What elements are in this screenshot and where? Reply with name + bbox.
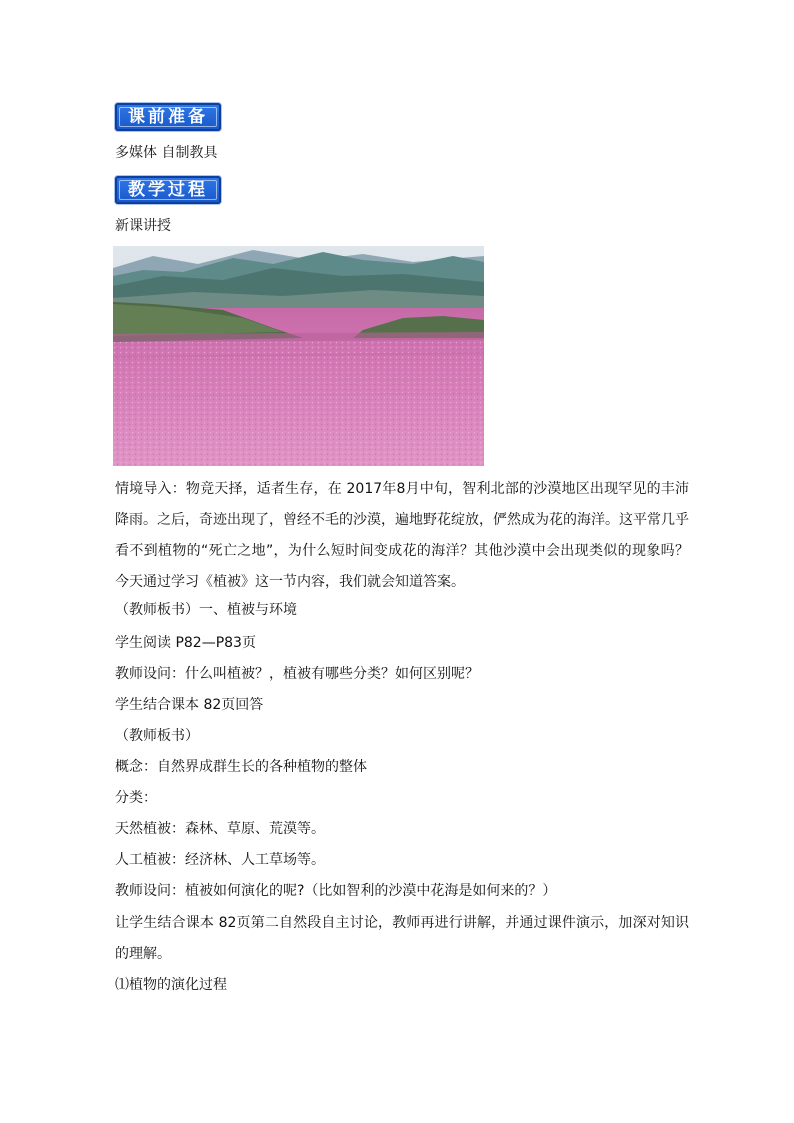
text-line: 天然植被：森林、草原、荒漠等。 — [115, 821, 325, 837]
section-badge-process — [115, 176, 221, 204]
new-lesson-heading: 新课讲授 — [115, 218, 171, 234]
desert-flower-photo — [113, 246, 484, 466]
section-title-process: 教学过程 — [119, 180, 217, 200]
prep-content: 多媒体 自制教具 — [115, 145, 218, 161]
intro-paragraph: 情境导入：物竞天择，适者生存，在 2017年8月中旬，智利北部的沙漠地区出现罕见的丰沛降雨。之后，奇迹出现了，曾经不毛的沙漠，遍地野花绽放，俨然成为花的海洋。这平常几乎看不到植物的“死亡之地”，为什么短时间变成花的海洋？其他沙漠中会出现类似的现象吗？今天通过学习《植被》这一节内容，我们就会知道答案。 — [115, 481, 689, 590]
text-line: 人工植被：经济林、人工草场等。 — [115, 852, 325, 868]
text-line: 教师设问：植被如何演化的呢?（比如智利的沙漠中花海是如何来的？） — [115, 883, 557, 899]
text-line: 学生阅读 P82—P83页 — [115, 635, 256, 651]
text-line: ⑴植物的演化过程 — [115, 977, 227, 993]
text-line: 教师设问：什么叫植被？，植被有哪些分类？如何区别呢？ — [115, 666, 479, 682]
text-line: （教师板书）一、植被与环境 — [115, 602, 297, 618]
section-title-prep: 课前准备 — [119, 107, 217, 127]
text-line: 学生结合课本 82页回答 — [115, 697, 264, 713]
text-line: 概念：自然界成群生长的各种植物的整体 — [115, 759, 367, 775]
discussion-paragraph: 让学生结合课本 82页第二自然段自主讨论，教师再进行讲解，并通过课件演示，加深对知识的理解。 — [115, 915, 689, 962]
text-line: （教师板书） — [115, 728, 199, 744]
text-line: 分类： — [115, 790, 157, 806]
section-badge-prep — [115, 103, 221, 131]
